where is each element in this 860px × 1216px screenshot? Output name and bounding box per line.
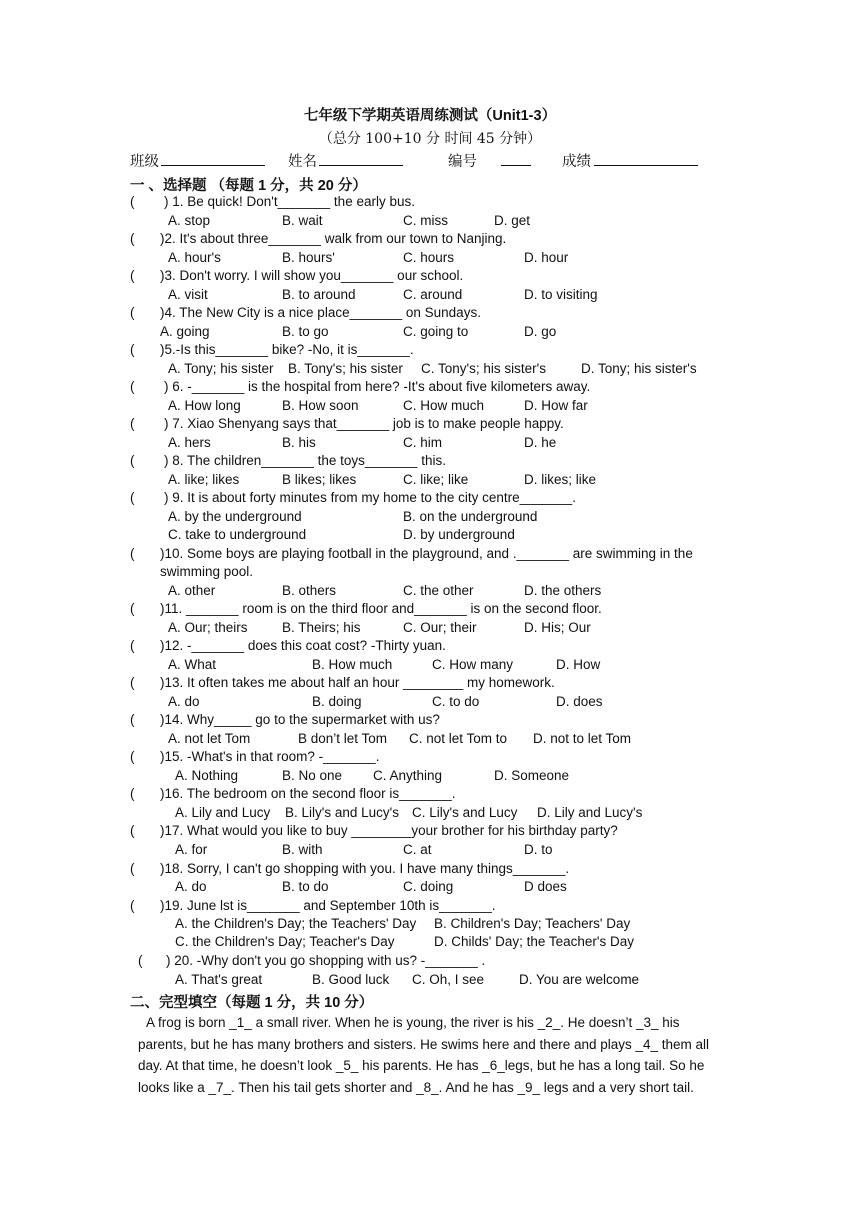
options-row — [0, 434, 860, 452]
question-stem: )16. The bedroom on the second floor is_______. — [160, 786, 456, 801]
answer-blank[interactable]: ( — [130, 823, 135, 838]
cloze-passage — [138, 1012, 728, 1098]
option-c[interactable]: C. Oh, I see — [412, 972, 485, 987]
option-b[interactable]: B. Lily's and Lucy's — [285, 805, 399, 820]
question-stem: ) 6. -_______ is the hospital from here? -It's about five kilometers away. — [164, 379, 591, 394]
option-a[interactable]: A. do — [175, 879, 207, 894]
option-a[interactable]: A. not let Tom — [168, 731, 251, 746]
option-d[interactable]: D. His; Our — [524, 620, 591, 635]
options-row — [0, 841, 860, 859]
name-field[interactable] — [319, 150, 403, 166]
option-d[interactable]: D. How far — [524, 398, 588, 413]
option-a[interactable]: A. for — [175, 842, 208, 857]
option-a[interactable]: A. by the underground — [168, 509, 302, 524]
section-2-heading: 二、完型填空（每题 1 分，共 10 分） — [130, 995, 374, 1011]
option-b[interactable]: B. Tony's; his sister — [288, 361, 403, 376]
option-d[interactable]: D. Tony; his sister's — [581, 361, 697, 376]
options-row — [0, 804, 860, 822]
option-d[interactable]: D. the others — [524, 583, 602, 598]
option-b[interactable]: B. How much — [312, 657, 393, 672]
option-c[interactable]: C. around — [403, 287, 463, 302]
option-d[interactable]: D. Someone — [494, 768, 570, 783]
question-stem: )3. Don't worry. I will show you_______ our school. — [160, 268, 464, 283]
options-row — [0, 526, 860, 544]
option-b[interactable]: B. doing — [312, 694, 362, 709]
answer-blank[interactable]: ( — [130, 786, 135, 801]
option-a[interactable]: A. What — [168, 657, 217, 672]
score-label: 成绩 — [562, 154, 591, 170]
options-row — [0, 508, 860, 526]
option-a[interactable]: A. other — [168, 583, 216, 598]
option-b[interactable]: B don’t let Tom — [298, 731, 388, 746]
answer-blank[interactable]: ( — [130, 416, 135, 431]
option-c[interactable]: C. not let Tom to — [409, 731, 508, 746]
option-a[interactable]: A. stop — [168, 213, 211, 228]
option-d[interactable]: D. go — [524, 324, 557, 339]
answer-blank[interactable]: ( — [138, 953, 143, 968]
name-label: 姓名 — [288, 154, 317, 170]
options-row — [0, 693, 860, 711]
option-b[interactable]: B. No one — [282, 768, 343, 783]
options-row — [0, 582, 860, 600]
option-b[interactable]: B. others — [282, 583, 337, 598]
option-a[interactable]: A. hers — [168, 435, 211, 450]
options-row — [0, 471, 860, 489]
option-a[interactable]: A. Tony; his sister — [168, 361, 274, 376]
options-row — [0, 397, 860, 415]
option-d[interactable]: D. Childs' Day; the Teacher's Day — [434, 934, 634, 949]
page-title: 七年级下学期英语周练测试（Unit1-3） — [303, 108, 557, 124]
options-row — [0, 323, 860, 341]
options-row — [0, 730, 860, 748]
question-stem: )13. It often takes me about half an hour ________ my homework. — [160, 675, 555, 690]
options-row — [0, 619, 860, 637]
passage-line: looks like a _7_. Then his tail gets shorter and _8_. And he has _9_ legs and a very short tail. — [138, 1079, 694, 1095]
question-stem: ) 20. -Why don't you go shopping with us? -_______ . — [166, 953, 486, 968]
option-b[interactable]: B. on the underground — [403, 509, 538, 524]
option-c[interactable]: C. How much — [403, 398, 485, 413]
answer-blank[interactable]: ( — [130, 453, 135, 468]
question-stem: ) 1. Be quick! Don't_______ the early bus. — [164, 194, 415, 209]
option-c[interactable]: C. him — [403, 435, 443, 450]
question-stem: )19. June lst is_______ and September 10th is_______. — [160, 898, 496, 913]
answer-blank[interactable]: ( — [130, 490, 135, 505]
option-c[interactable]: C. Lily's and Lucy — [412, 805, 518, 820]
question-stem: ) 9. It is about forty minutes from my home to the city centre_______. — [164, 490, 576, 505]
option-c[interactable]: C. take to underground — [168, 527, 307, 542]
answer-blank[interactable]: ( — [130, 194, 135, 209]
option-a[interactable]: A. How long — [168, 398, 241, 413]
option-c[interactable]: C. like; like — [403, 472, 469, 487]
options-row — [0, 360, 860, 378]
question-stem: )10. Some boys are playing football in the playground, and ._______ are swimming in the — [160, 546, 693, 561]
option-d[interactable]: D. to visiting — [524, 287, 598, 302]
answer-blank[interactable]: ( — [130, 268, 135, 283]
option-d[interactable]: D. How — [556, 657, 601, 672]
answer-blank[interactable]: ( — [130, 601, 135, 616]
option-b[interactable]: B. his — [282, 435, 316, 450]
option-c[interactable]: C. the other — [403, 583, 474, 598]
answer-blank[interactable]: ( — [130, 546, 135, 561]
option-c[interactable]: C. at — [403, 842, 432, 857]
option-b[interactable]: B. with — [282, 842, 323, 857]
option-b[interactable]: B. Theirs; his — [282, 620, 361, 635]
number-label: 编号 — [448, 154, 477, 170]
question-stem: ) 8. The children_______ the toys_______ this. — [164, 453, 446, 468]
option-d[interactable]: D. Lily and Lucy's — [537, 805, 643, 820]
option-c[interactable]: C. Our; their — [403, 620, 477, 635]
option-a[interactable]: A. Lily and Lucy — [175, 805, 271, 820]
option-b[interactable]: B. to go — [282, 324, 329, 339]
class-field[interactable] — [161, 150, 265, 166]
options-row — [0, 767, 860, 785]
option-c[interactable]: C. to do — [432, 694, 480, 709]
answer-blank[interactable]: ( — [130, 675, 135, 690]
option-b[interactable]: B. How soon — [282, 398, 359, 413]
option-c[interactable]: C. Tony's; his sister's — [421, 361, 546, 376]
option-a[interactable]: A. the Children's Day; the Teachers' Day — [175, 916, 417, 931]
option-d[interactable]: D. he — [524, 435, 557, 450]
question-stem: )12. -_______ does this coat cost? -Thirty yuan. — [160, 638, 446, 653]
option-a[interactable]: A. going — [160, 324, 210, 339]
answer-blank[interactable]: ( — [130, 231, 135, 246]
options-row — [0, 971, 860, 989]
answer-blank[interactable]: ( — [130, 379, 135, 394]
option-c[interactable]: C. the Children's Day; Teacher's Day — [175, 934, 395, 949]
option-d[interactable]: D. to — [524, 842, 553, 857]
page-subtitle: （总分 100+10 分 时间 45 分钟） — [318, 131, 542, 147]
answer-blank[interactable]: ( — [130, 305, 135, 320]
option-a[interactable]: A. do — [168, 694, 200, 709]
question-stem: ) 7. Xiao Shenyang says that_______ job is to make people happy. — [164, 416, 564, 431]
options-row — [0, 878, 860, 896]
options-row — [0, 212, 860, 230]
answer-blank[interactable]: ( — [130, 749, 135, 764]
passage-line: day. At that time, he doesn’t look _5_ his parents. He has _6_legs, but he has a long tail. So he — [138, 1058, 705, 1073]
passage-line: parents, but he has many brothers and sisters. He swims here and there and plays _4_ them all — [138, 1036, 710, 1052]
option-d[interactable]: D. does — [556, 694, 603, 709]
answer-blank[interactable]: ( — [130, 861, 135, 876]
question-stem: )4. The New City is a nice place_______ on Sundays. — [160, 305, 481, 320]
option-d[interactable]: D. hour — [524, 250, 569, 265]
answer-blank[interactable]: ( — [130, 898, 135, 913]
option-a[interactable]: A. like; likes — [168, 472, 240, 487]
option-b[interactable]: B. Good luck — [312, 972, 390, 987]
option-d[interactable]: D. You are welcome — [519, 972, 640, 987]
passage-line: A frog is born _1_ a small river. When he is young, the river is his _2_. He doesn’t _3_ his — [146, 1015, 680, 1030]
answer-blank[interactable]: ( — [130, 638, 135, 653]
question-stem: )2. It's about three_______ walk from our town to Nanjing. — [160, 231, 507, 246]
option-b[interactable]: B. Children's Day; Teachers' Day — [434, 916, 631, 931]
option-a[interactable]: A. Our; theirs — [168, 620, 248, 635]
question-stem: )14. Why_____ go to the supermarket with us? — [160, 712, 440, 727]
question-stem: )15. -What's in that room? -_______. — [160, 749, 380, 764]
number-field[interactable] — [501, 150, 531, 166]
option-a[interactable]: A. That's great — [175, 972, 263, 987]
option-d[interactable]: D. get — [494, 213, 531, 228]
option-a[interactable]: A. hour's — [168, 250, 221, 265]
class-label: 班级 — [130, 154, 159, 170]
section-1-heading: 一 、选择题 （每题 1 分，共 20 分） — [130, 178, 367, 194]
question-stem-continuation: swimming pool. — [160, 564, 254, 579]
option-d[interactable]: D. by underground — [403, 527, 515, 542]
question-stem: )11. _______ room is on the third floor and_______ is on the second floor. — [160, 601, 602, 616]
option-b[interactable]: B. wait — [282, 213, 323, 228]
option-d[interactable]: D. likes; like — [524, 472, 597, 487]
option-c[interactable]: C. going to — [403, 324, 469, 339]
option-b[interactable]: B. to do — [282, 879, 329, 894]
question-stem: )17. What would you like to buy ________your brother for his birthday party? — [160, 823, 618, 838]
option-b[interactable]: B. to around — [282, 287, 356, 302]
question-stem: )5.-Is this_______ bike? -No, it is_______. — [160, 342, 414, 357]
option-b[interactable]: B likes; likes — [282, 472, 357, 487]
question-stem: )18. Sorry, I can't go shopping with you. I have many things_______. — [160, 861, 570, 876]
answer-blank[interactable]: ( — [130, 342, 135, 357]
option-a[interactable]: A. visit — [168, 287, 208, 302]
option-c[interactable]: C. hours — [403, 250, 455, 265]
option-c[interactable]: C. Anything — [373, 768, 443, 783]
options-row — [0, 915, 860, 933]
options-row — [0, 656, 860, 674]
option-a[interactable]: A. Nothing — [175, 768, 239, 783]
option-c[interactable]: C. How many — [432, 657, 514, 672]
option-c[interactable]: C. miss — [403, 213, 448, 228]
option-c[interactable]: C. doing — [403, 879, 454, 894]
option-d[interactable]: D. not to let Tom — [533, 731, 632, 746]
options-row — [0, 286, 860, 304]
option-d[interactable]: D does — [524, 879, 567, 894]
answer-blank[interactable]: ( — [130, 712, 135, 727]
options-row — [0, 933, 860, 951]
score-field[interactable] — [594, 150, 698, 166]
option-b[interactable]: B. hours' — [282, 250, 335, 265]
options-row — [0, 249, 860, 267]
